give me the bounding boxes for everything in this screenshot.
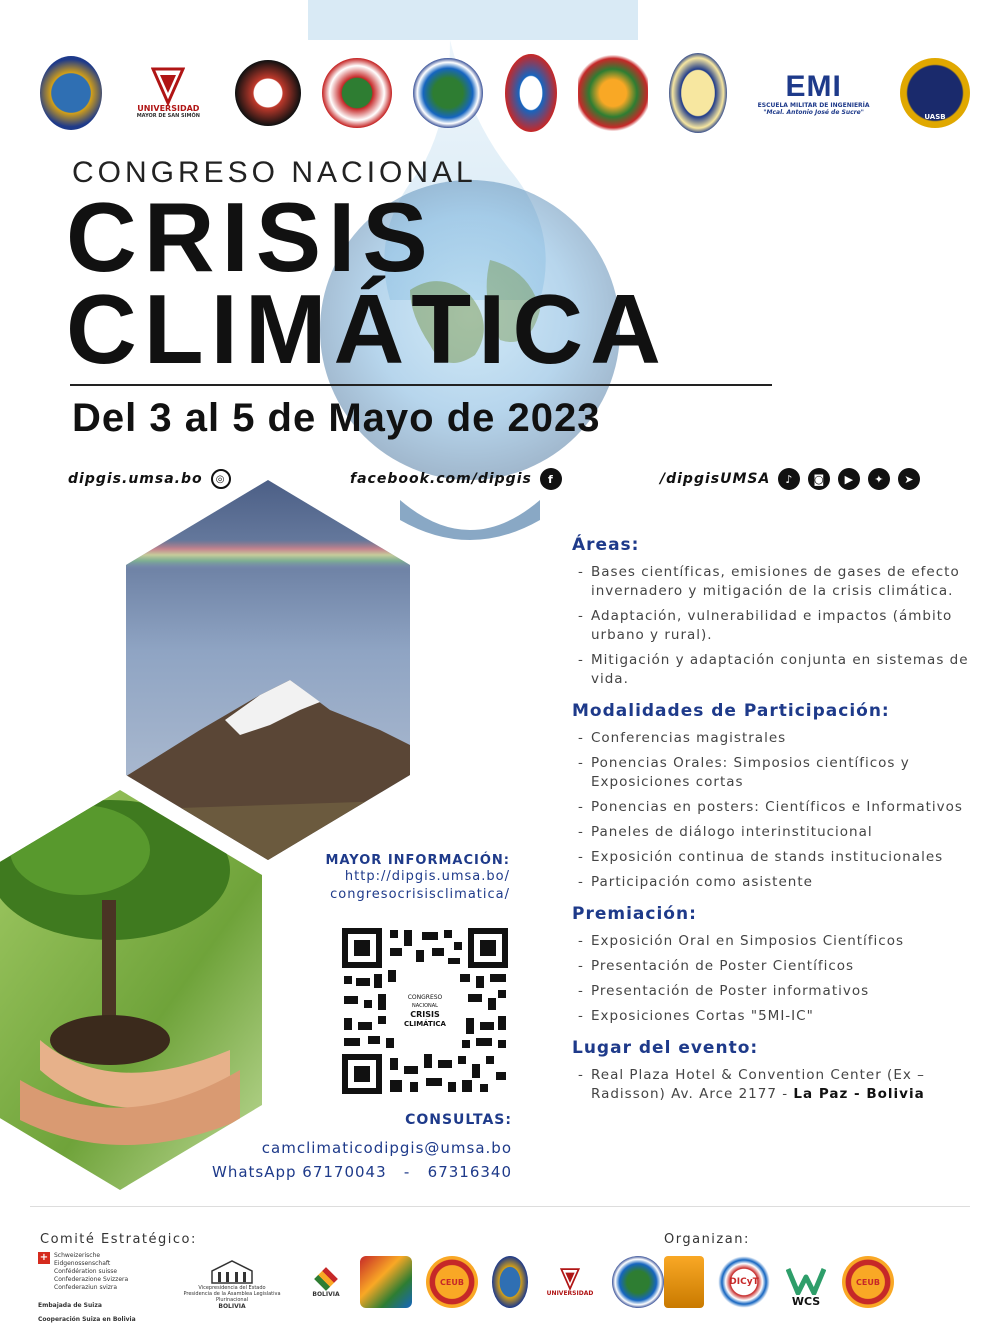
suiza-line: Confederazione Svizzera <box>54 1276 129 1283</box>
premiacion-item: - Presentación de Poster Científicos <box>572 957 972 976</box>
wcs-logo <box>784 1256 828 1308</box>
footer-divider <box>30 1206 970 1207</box>
building-icon <box>210 1259 254 1285</box>
organizer-logos <box>664 1252 894 1312</box>
lugar-address: Real Plaza Hotel & Convention Center (Ex – Radisson) Av. Arce 2177 - <box>591 1067 925 1102</box>
modalidades-title: Modalidades de Participación: <box>572 701 890 721</box>
vicepresidencia-logo <box>172 1254 292 1310</box>
ceub-logo-2 <box>842 1256 894 1308</box>
modalidades-item: - Participación como asistente <box>572 873 972 892</box>
areas-list <box>572 563 972 689</box>
tiktok-icon[interactable]: ♪ <box>778 468 800 490</box>
wcs-mark-icon <box>786 1267 826 1295</box>
event-details <box>572 535 972 1116</box>
uasb-seal-logo <box>900 58 970 128</box>
contact-email[interactable]: camclimaticodipgis@umsa.bo <box>261 1139 512 1157</box>
event-subtitle: CONGRESO NACIONAL <box>72 156 477 189</box>
dicyt-logo <box>718 1256 770 1308</box>
vice-line3: BOLIVIA <box>218 1303 246 1310</box>
twitter-icon[interactable]: ✦ <box>868 468 890 490</box>
comite-logos <box>38 1252 664 1323</box>
vice-line1: Vicepresidencia del Estado <box>198 1285 266 1291</box>
vice-line2: Presidencia de la Asamblea Legislativa Plurinacional <box>183 1291 281 1303</box>
suiza-line: Confederaziun svizra <box>54 1284 118 1291</box>
suiza-line: Schweizerische Eidgenossenschaft <box>54 1252 111 1267</box>
institution-logos-row <box>40 48 970 138</box>
lugar-title: Lugar del evento: <box>572 1038 759 1058</box>
uatf-seal-logo <box>235 60 301 126</box>
qr-code[interactable] <box>340 926 510 1096</box>
modalidades-list <box>572 729 972 892</box>
qr-label-3: CRISIS <box>410 1010 440 1019</box>
emi-title: EMI <box>785 69 842 103</box>
qr-label-4: CLIMÁTICA <box>404 1020 446 1028</box>
modalidades-item: - Ponencias Orales: Simposios científicos y Exposiciones cortas <box>572 754 972 792</box>
umss-sub: MAYOR DE SAN SIMÓN <box>136 112 200 119</box>
social-handle[interactable]: /dipgisUMSA <box>660 471 771 487</box>
instagram-icon[interactable]: ◙ <box>808 468 830 490</box>
website-link[interactable]: dipgis.umsa.bo <box>68 471 203 487</box>
bolivia-ministry-logo <box>306 1256 346 1308</box>
dicyt-label: DICyT <box>729 1277 759 1287</box>
suiza-line: Confédération suisse <box>54 1268 118 1275</box>
dipgis-logo <box>664 1256 704 1308</box>
continent-logo <box>360 1256 412 1308</box>
modalidades-item: - Paneles de diálogo interinstitucional <box>572 823 972 842</box>
suiza-cooperacion: Cooperación Suiza en Bolivia <box>38 1316 136 1323</box>
contact-whatsapp[interactable]: WhatsApp 67170043 - 67316340 <box>211 1163 512 1181</box>
usfx-seal-logo <box>505 54 557 132</box>
premiacion-title: Premiación: <box>572 904 697 924</box>
ceub-label: CEUB <box>440 1277 464 1287</box>
social-handle-group[interactable] <box>660 467 920 491</box>
ucb-seal-logo <box>669 53 727 133</box>
emi-subtitle: ESCUELA MILITAR DE INGENIERÍA <box>757 101 870 109</box>
organizan-label: Organizan: <box>664 1232 750 1247</box>
swiss-flag-icon: + <box>39 1252 49 1263</box>
lugar-list <box>572 1066 972 1104</box>
umss-footer-label: UNIVERSIDAD <box>546 1289 594 1297</box>
umss-footer-logo <box>542 1256 598 1308</box>
umss-mark-icon <box>560 1268 580 1290</box>
areas-item: - Bases científicas, emisiones de gases de efecto invernadero y mitigación de la crisis climática. <box>572 563 972 601</box>
contact-title: CONSULTAS: <box>405 1112 512 1128</box>
title-divider <box>70 384 772 386</box>
umsa-seal-logo <box>40 56 102 130</box>
tecnica-seal-logo <box>322 58 392 128</box>
facebook-link[interactable]: facebook.com/dipgis <box>350 471 532 487</box>
dribbble-icon: ◎ <box>211 469 231 489</box>
areas-item: - Mitigación y adaptación conjunta en sistemas de vida. <box>572 651 972 689</box>
title-line-1: CRISIS <box>66 182 435 292</box>
event-dates: Del 3 al 5 de Mayo de 2023 <box>72 396 601 440</box>
premiacion-item: - Exposición Oral en Simposios Científicos <box>572 932 972 951</box>
areas-item: - Adaptación, vulnerabilidad e impactos (ámbito urbano y rural). <box>572 607 972 645</box>
more-info-title: MAYOR INFORMACIÓN: <box>325 853 510 868</box>
telegram-icon[interactable]: ➤ <box>898 468 920 490</box>
comite-label: Comité Estratégico: <box>40 1232 197 1247</box>
ceub-label: CEUB <box>856 1277 880 1287</box>
uagrm-footer-logo <box>612 1256 664 1308</box>
suiza-embajada: Embajada de Suiza <box>38 1302 102 1309</box>
umss-name: UNIVERSIDAD <box>137 103 200 113</box>
premiacion-list <box>572 932 972 1026</box>
modalidades-item: - Conferencias magistrales <box>572 729 972 748</box>
qr-label-2: NACIONAL <box>412 1003 438 1009</box>
premiacion-item: - Exposiciones Cortas "5MI-IC" <box>572 1007 972 1026</box>
title-line-2: CLIMÁTICA <box>66 274 668 384</box>
umss-logo <box>123 53 213 133</box>
modalidades-item: - Exposición continua de stands institucionales <box>572 848 972 867</box>
youtube-icon[interactable]: ▶ <box>838 468 860 490</box>
bolivia-ministry-label: BOLIVIA <box>312 1290 340 1298</box>
facebook-icon: f <box>540 468 562 490</box>
lugar-city: La Paz - Bolivia <box>793 1086 925 1102</box>
lugar-item <box>572 1066 972 1104</box>
bolivia-arms-logo <box>578 53 648 133</box>
premiacion-item: - Presentación de Poster informativos <box>572 982 972 1001</box>
areas-title: Áreas: <box>572 535 640 555</box>
umsa-seal-footer-logo <box>492 1256 528 1308</box>
more-info-url-line1[interactable]: http://dipgis.umsa.bo/ <box>344 869 510 884</box>
emi-motto: "Mcal. Antonio José de Sucre" <box>763 108 864 116</box>
more-info-block <box>300 853 510 904</box>
wcs-label: WCS <box>791 1295 821 1308</box>
qr-label-1: CONGRESO <box>407 994 443 1001</box>
modalidades-item: - Ponencias en posters: Científicos e Informativos <box>572 798 972 817</box>
uagrm-seal-logo <box>413 58 483 128</box>
emi-logo <box>749 53 879 133</box>
uasb-label: UASB <box>924 113 946 122</box>
swiss-cooperation-logo <box>38 1252 158 1323</box>
contact-block <box>200 1112 512 1184</box>
more-info-url-line2[interactable]: congresocrisisclimatica/ <box>330 887 510 902</box>
ceub-logo-1 <box>426 1256 478 1308</box>
